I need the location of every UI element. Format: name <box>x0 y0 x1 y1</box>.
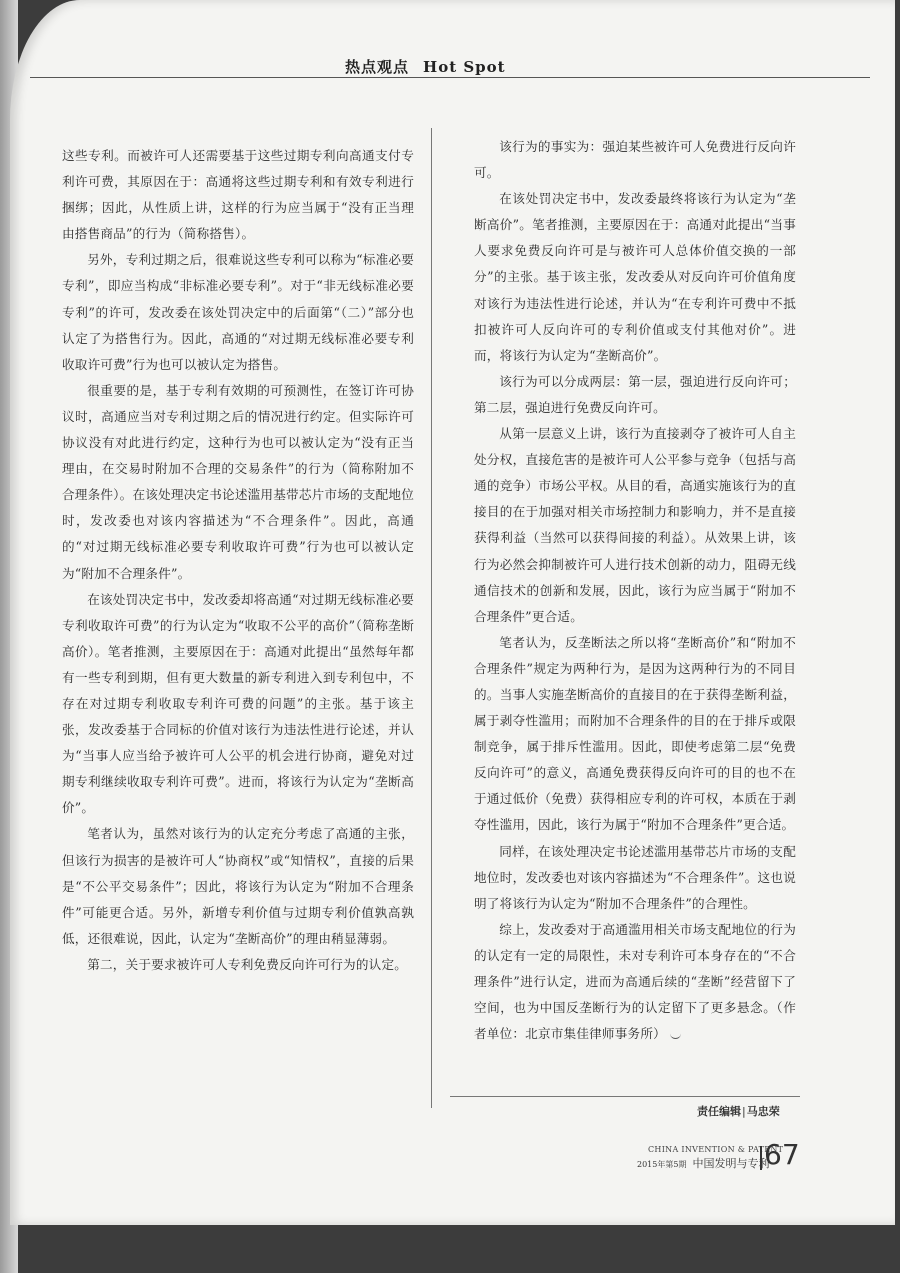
section-title-en: Hot Spot <box>423 58 506 76</box>
editor-label: 责任编辑 <box>697 1105 741 1118</box>
editor-name: 马忠荣 <box>746 1105 780 1118</box>
journal-name-cn: 中国发明与专利 <box>692 1157 770 1170</box>
editor-rule <box>450 1096 800 1097</box>
responsible-editor <box>697 1103 780 1119</box>
section-header <box>345 56 506 77</box>
footer-divider <box>760 1146 762 1170</box>
paragraph: 笔者认为，虽然对该行为的认定充分考虑了高通的主张，但该行为损害的是被许可人“协商权”或“知情权”，直接的后果是“不公平交易条件”；因此，将该行为认定为“附加不合理条件”可能更合适。另外，新增专利价值与过期专利价值孰高孰低，还很难说，因此，认定为“垄断高价”的理由稍显薄弱。 <box>62 826 414 946</box>
editor-separator: | <box>742 1105 746 1118</box>
header-rule <box>30 77 870 78</box>
end-mark-icon <box>670 1030 681 1039</box>
right-column <box>474 134 796 1047</box>
paragraph: 很重要的是，基于专利有效期的可预测性，在签订许可协议时，高通应当对专利过期之后的情况进行约定。但实际许可协议没有对此进行约定，这种行为也可以被认定为“没有正当理由，在交易时附加不合理的交易条件”的行为（简称附加不合理条件）。在该处理决定书论述滥用基带芯片市场的支配地位时，发改委也对该内容描述为“不合理条件”。因此，高通的“对过期无线标准必要专利收取许可费”行为也可以被认定为“附加不合理条件”。 <box>62 382 414 581</box>
journal-issue-line <box>637 1155 769 1171</box>
paragraph: 另外，专利过期之后，很难说这些专利可以称为“标准必要专利”，即应当构成“非标准必要专利”。对于“非无线标准必要专利”的许可，发改委在该处罚决定中的后面第“（二）”部分也认定了为搭售行为。因此，高通的“对过期无线标准必要专利收取许可费”行为也可以被认定为搭售。 <box>62 252 414 372</box>
paragraph-final-text: 综上，发改委对于高通滥用相关市场支配地位的行为的认定有一定的局限性，未对专利许可本身存在的“不合理条件”进行认定，进而为高通后续的“垄断”经营留下了空间，也为中国反垄断行为的认定留下了更多悬念。（作者单位：北京市集佳律师事务所） <box>474 921 796 1042</box>
paragraph: 在该处罚决定书中，发改委却将高通“对过期无线标准必要专利收取许可费”的行为认定为“收取不公平的高价”（简称垄断高价）。笔者推测，主要原因在于：高通对此提出“虽然每年都有一些专利到期，但有更大数量的新专利进入到专利包中，不存在对过期专利收取专利许可费的问题”的主张。基于该主张，发改委基于合同标的价值对该行为违法性进行论述，并认为“当事人应当给予被许可人公平的机会进行协商，避免对过期专利继续收取专利许可费”。进而，将该行为认定为“垄断高价”。 <box>62 591 414 816</box>
journal-name-en: CHINA INVENTION & PATENT <box>648 1145 784 1154</box>
paragraph: 笔者认为，反垄断法之所以将“垄断高价”和“附加不合理条件”规定为两种行为，是因为这两种行为的不同目的。当事人实施垄断高价的直接目的在于获得垄断利益，属于剥夺性滥用；而附加不合理条件的目的在于排斥或限制竞争，属于排斥性滥用。因此，即使考虑第二层“免费反向许可”的意义，高通免费获得反向许可的目的也不在于通过低价（免费）获得相应专利的许可权，本质在于剥夺性滥用，因此，该行为属于“附加不合理条件”更合适。 <box>474 634 796 833</box>
paragraph: 该行为的事实为：强迫某些被许可人免费进行反向许可。 <box>474 139 796 181</box>
paragraph: 第二，关于要求被许可人专利免费反向许可行为的认定。 <box>87 956 408 972</box>
paragraph: 同样，在该处理决定书论述滥用基带芯片市场的支配地位时，发改委也对该内容描述为“不合理条件”。这也说明了将该行为认定为“附加不合理条件”的合理性。 <box>474 843 796 911</box>
paragraph: 从第一层意义上讲，该行为直接剥夺了被许可人自主处分权，直接危害的是被许可人公平参与竞争（包括与高通的竞争）市场公平权。从目的看，高通实施该行为的直接目的在于加强对相关市场控制力和影响力，并不是直接获得利益（当然可以获得间接的利益）。从效果上讲，该行为必然会抑制被许可人进行技术创新的动力，阻碍无线通信技术的创新和发展，因此，该行为应当属于“附加不合理条件”更合适。 <box>474 426 796 624</box>
issue-label: 2015年第5期 <box>637 1160 687 1169</box>
section-title-cn: 热点观点 <box>345 58 410 76</box>
paragraph: 这些专利。而被许可人还需要基于这些过期专利向高通支付专利许可费，其原因在于：高通将这些过期专利和有效专利进行捆绑；因此，从性质上讲，这样的行为应当属于“没有正当理由搭售商品”的行为（简称搭售）。 <box>62 148 414 242</box>
left-column <box>62 143 414 978</box>
paragraph: 该行为可以分成两层：第一层，强迫进行反向许可；第二层，强迫进行免费反向许可。 <box>474 373 796 415</box>
paragraph-final <box>474 917 796 1047</box>
paragraph: 在该处罚决定书中，发改委最终将该行为认定为“垄断高价”。笔者推测，主要原因在于：高通对此提出“当事人要求免费反向许可是与被许可人总体价值交换的一部分”的主张。基于该主张，发改委从对反向许可价值角度对该行为违法性进行论述，并认为“在专利许可费中不抵扣被许可人反向许可的专利价值或支付其他对价”。进而，将该行为认定为“垄断高价”。 <box>474 191 796 363</box>
page-number: 67 <box>764 1138 800 1171</box>
column-divider <box>431 128 432 1108</box>
